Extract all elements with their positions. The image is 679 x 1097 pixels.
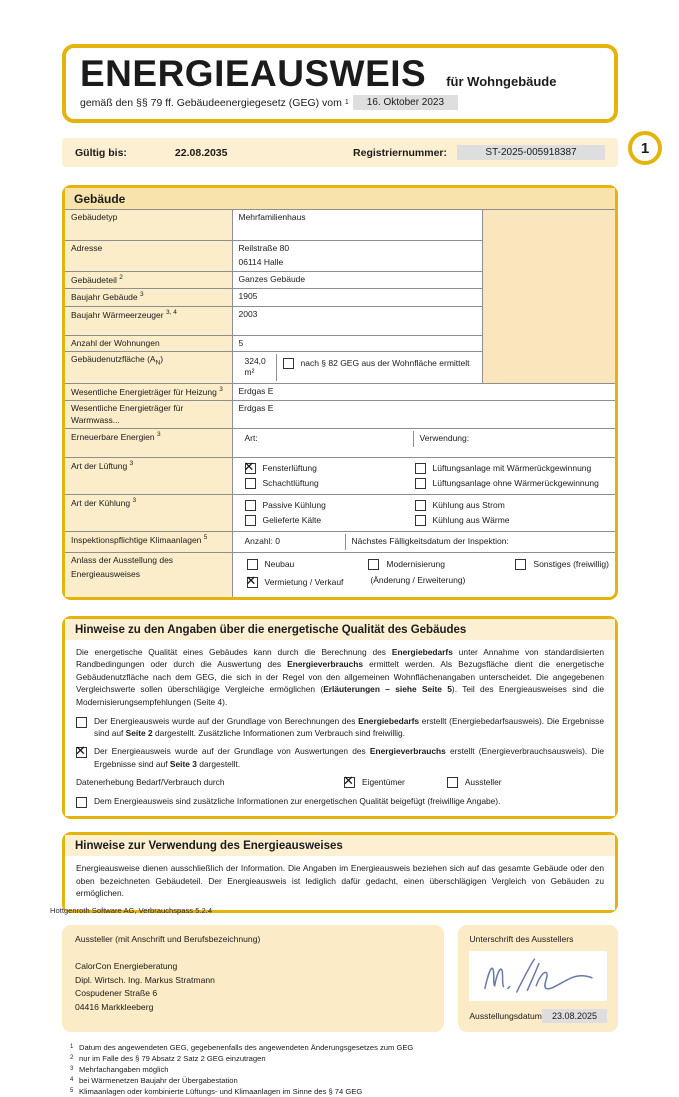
checkbox-energiebedarf[interactable] bbox=[76, 717, 87, 728]
data-collection-row: Datenerhebung Bedarf/Verbrauch durch ✕ Eigentümer Aussteller bbox=[76, 775, 604, 790]
quality-notes-title: Hinweise zu den Angaben über die energetische Qualität des Gebäudes bbox=[65, 619, 615, 640]
building-section bbox=[62, 185, 618, 600]
construction-year-label: Baujahr Gebäude $^3$ bbox=[65, 289, 232, 306]
renewable-energy-label: Erneuerbare Energien $^3$ bbox=[65, 429, 232, 458]
cooling-type-cell: Passive Kühlung Gelieferte Kälte Kühlung aus Strom Kühlung aus Wärme bbox=[232, 495, 615, 532]
checkbox-modernisierung[interactable] bbox=[368, 559, 379, 570]
registration-number-field: ST-2025-005918387 bbox=[457, 145, 605, 160]
checkbox-neubau[interactable] bbox=[247, 559, 258, 570]
table-row bbox=[65, 458, 615, 495]
checkbox-kuehlung-aus-waerme[interactable] bbox=[415, 515, 426, 526]
hot-water-energy-source-label: Wesentliche Energieträger für Warmwass... bbox=[65, 401, 232, 429]
signature-field bbox=[469, 951, 607, 1001]
ventilation-type-cell: ✕ Fensterlüftung Schachtlüftung Lüftungsanlage mit Wärmerückgewinnung Lüftungsanlage ohne Wärmerückgewinnung bbox=[232, 458, 615, 495]
building-section-title: Gebäude bbox=[65, 188, 615, 210]
checkbox-gelieferte-kaelte[interactable] bbox=[245, 515, 256, 526]
apartment-count-value: 5 bbox=[232, 335, 482, 351]
checkbox-vermietung-verkauf[interactable] bbox=[247, 577, 258, 588]
checkbox-eigentuemer[interactable] bbox=[344, 777, 355, 788]
checkbox-schachtlueftung[interactable] bbox=[245, 478, 256, 489]
checkbox-label: nach § 82 GEG aus der Wohnfläche ermittelt bbox=[300, 358, 470, 368]
heating-energy-source-label: Wesentliche Energieträger für Heizung $^3$ bbox=[65, 383, 232, 400]
issuer-street: Cospudener Straße 6 bbox=[75, 988, 158, 999]
quality-notes-section bbox=[62, 616, 618, 819]
heating-energy-source-value: Erdgas E bbox=[232, 383, 615, 400]
valid-until-date: 22.08.2035 bbox=[174, 146, 228, 159]
valid-until-label: Gültig bis: bbox=[75, 146, 127, 159]
address-label: Adresse bbox=[65, 241, 232, 272]
validity-bar bbox=[62, 138, 618, 167]
issue-date-label: Ausstellungsdatum bbox=[469, 1010, 542, 1021]
heat-generator-year-label: Baujahr Wärmeerzeuger $^{3, 4}$ bbox=[65, 306, 232, 335]
footnotes bbox=[62, 1042, 618, 1097]
table-row bbox=[65, 552, 615, 597]
usable-area-label: Gebäudenutzfläche $(A_N)$ bbox=[65, 352, 232, 384]
ac-inspection-label: Inspektionspflichtige Klimaanlagen $^5$ bbox=[65, 532, 232, 552]
checkbox-area-from-living-space[interactable] bbox=[283, 358, 294, 369]
checkbox-kuehlung-aus-strom[interactable] bbox=[415, 500, 426, 511]
ac-next-inspection-label: Nächstes Fälligkeitsdatum der Inspektion: bbox=[345, 534, 610, 549]
footnote: 4 bei Wärmenetzen Baujahr der Übergabestation bbox=[70, 1075, 238, 1085]
issuer-company: CalorCon Energieberatung bbox=[75, 960, 178, 971]
issuance-reason-cell: Neubau ✕ Vermietung / Verkauf Modernisierung (Änderung / Erweiterung) Sonstiges (freiwillig) bbox=[232, 552, 615, 597]
law-date-field: 16. Oktober 2023 bbox=[353, 95, 458, 110]
ac-inspection-cell bbox=[232, 532, 615, 552]
page-subtitle: für Wohngebäude bbox=[446, 74, 557, 89]
registration-label: Registriernummer: bbox=[353, 146, 447, 159]
checkbox-sonstiges[interactable] bbox=[515, 559, 526, 570]
issuer-area bbox=[62, 925, 618, 1032]
law-reference: gemäß den §§ 79 ff. Gebäudeenergiegesetz (GEG) vom bbox=[80, 96, 342, 109]
building-type-label: Gebäudetyp bbox=[65, 210, 232, 241]
building-part-label: Gebäudeteil $^2$ bbox=[65, 271, 232, 288]
page-title: ENERGIEAUSWEIS bbox=[80, 53, 427, 94]
usage-notes-title: Hinweise zur Verwendung des Energieausweises bbox=[65, 835, 615, 856]
issuer-name: Dipl. Wirtsch. Ing. Markus Stratmann bbox=[75, 974, 215, 985]
table-row bbox=[65, 495, 615, 532]
issue-date-field: 23.08.2025 bbox=[542, 1009, 607, 1023]
footnote: 2 nur im Falle des § 79 Absatz 2 Satz 2 GEG einzutragen bbox=[70, 1053, 266, 1063]
building-photo-area bbox=[482, 210, 615, 383]
table-row bbox=[65, 532, 615, 552]
building-table bbox=[65, 210, 615, 597]
table-row bbox=[65, 383, 615, 400]
checkbox-lueftungsanlage-mit-wrg[interactable] bbox=[415, 463, 426, 474]
hot-water-energy-source-value: Erdgas E bbox=[232, 401, 615, 429]
table-row bbox=[65, 429, 615, 458]
cooling-type-label: Art der Kühlung $^3$ bbox=[65, 495, 232, 532]
ac-count: Anzahl: 0 bbox=[244, 536, 280, 547]
usage-notes-section bbox=[62, 832, 618, 913]
checkbox-passive-kuehlung[interactable] bbox=[245, 500, 256, 511]
usage-notes-text: Energieausweise dienen ausschließlich der Information. Die Angaben im Energieausweis beziehen sich auf das gesamte Gebäude oder den oben bezeichneten Gebäudeteil. Der Energieausweis ist lediglich dafür gedacht, einen überschlägigen Vergleich von Gebäuden zu ermöglichen. bbox=[76, 863, 604, 899]
ventilation-type-label: Art der Lüftung $^3$ bbox=[65, 458, 232, 495]
table-row bbox=[65, 210, 615, 241]
signature bbox=[472, 953, 604, 999]
issuer-city: 04416 Markkleeberg bbox=[75, 1002, 154, 1013]
bedarf-item: Der Energieausweis wurde auf der Grundlage von Berechnungen des Energiebedarfs erstellt (Energiebedarfsausweis). Die Ergebnisse sind auf Seite 2 dargestellt. Zusätzliche Informationen zum Verbrauch sind freiwillig. bbox=[76, 715, 604, 740]
construction-year-value: 1905 bbox=[232, 289, 482, 306]
renewable-art-label: Art: bbox=[244, 433, 258, 444]
table-row bbox=[65, 401, 615, 429]
heat-generator-year-value: 2003 bbox=[232, 306, 482, 335]
address-value: Reilstraße 80 06114 Halle bbox=[232, 241, 482, 272]
quality-intro-paragraph: Die energetische Qualität eines Gebäudes kann durch die Berechnung des Energiebedarfs unter Annahme von standardisierten Randbedingungen oder durch die Auswertung des Energieverbrauchs ermittelt werden. Als Bezugsfläche dient die energetische Gebäudenutzfläche nach dem GEG, die sich in der Regel von den allgemeinen Wohnflächenangaben unterscheidet. Die angegebenen Vergleichswerte sollen überschlägige Vergleiche ermöglichen (Erläuterungen – siehe Seite 5). Teil des Energieausweises sind die Modernisierungsempfehlungen (Seite 4). bbox=[76, 646, 604, 708]
issuer-box bbox=[62, 925, 444, 1032]
usable-area-cell bbox=[232, 352, 482, 384]
apartment-count-label: Anzahl der Wohnungen bbox=[65, 335, 232, 351]
zusatz-item: Dem Energieausweis sind zusätzliche Informationen zur energetischen Qualität beigefügt (freiwillige Angabe). bbox=[76, 795, 604, 808]
law-footnote-marker: 1 bbox=[344, 99, 349, 106]
page-number-badge: 1 bbox=[628, 131, 662, 165]
building-part-value: Ganzes Gebäude bbox=[232, 271, 482, 288]
data-collection-label: Datenerhebung Bedarf/Verbrauch durch bbox=[76, 777, 225, 788]
renewable-energy-cell bbox=[232, 429, 615, 458]
checkbox-lueftungsanlage-ohne-wrg[interactable] bbox=[415, 478, 426, 489]
issuance-reason-label: Anlass der Ausstellung des Energieausweises bbox=[65, 552, 232, 597]
building-type-value: Mehrfamilienhaus bbox=[232, 210, 482, 241]
verbrauch-item: ✕ Der Energieausweis wurde auf der Grundlage von Auswertungen des Energieverbrauchs erstellt (Energieverbrauchsausweis). Die Ergebnisse sind auf Seite 3 dargestellt. bbox=[76, 745, 604, 770]
checkbox-energieverbrauch[interactable] bbox=[76, 747, 87, 758]
checkbox-zusatzinfo[interactable] bbox=[76, 797, 87, 808]
signature-label: Unterschrift des Ausstellers bbox=[469, 933, 574, 944]
usable-area-value: 324,0 m² bbox=[244, 356, 266, 378]
software-footer: Hottgenroth Software AG, Verbrauchspass 5.2.4 bbox=[50, 906, 213, 915]
issuer-label: Aussteller (mit Anschrift und Berufsbezeichnung) bbox=[75, 933, 261, 944]
footnote: 5 Klimaanlagen oder kombinierte Lüftungs- und Klimaanlagen im Sinne des § 74 GEG bbox=[70, 1086, 363, 1096]
modernisierung-subnote: (Änderung / Erweiterung) bbox=[370, 574, 466, 585]
checkbox-aussteller[interactable] bbox=[447, 777, 458, 788]
signature-box bbox=[458, 925, 618, 1032]
footnote: 3 Mehrfachangaben möglich bbox=[70, 1064, 169, 1074]
checkbox-fensterlueftung[interactable] bbox=[245, 463, 256, 474]
renewable-verwendung-label: Verwendung: bbox=[413, 431, 610, 446]
footnote: 1 Datum des angewendeten GEG, gegebenenfalls des angewendeten Änderungsgesetzes zum GEG bbox=[70, 1042, 414, 1052]
title-box bbox=[62, 44, 618, 123]
